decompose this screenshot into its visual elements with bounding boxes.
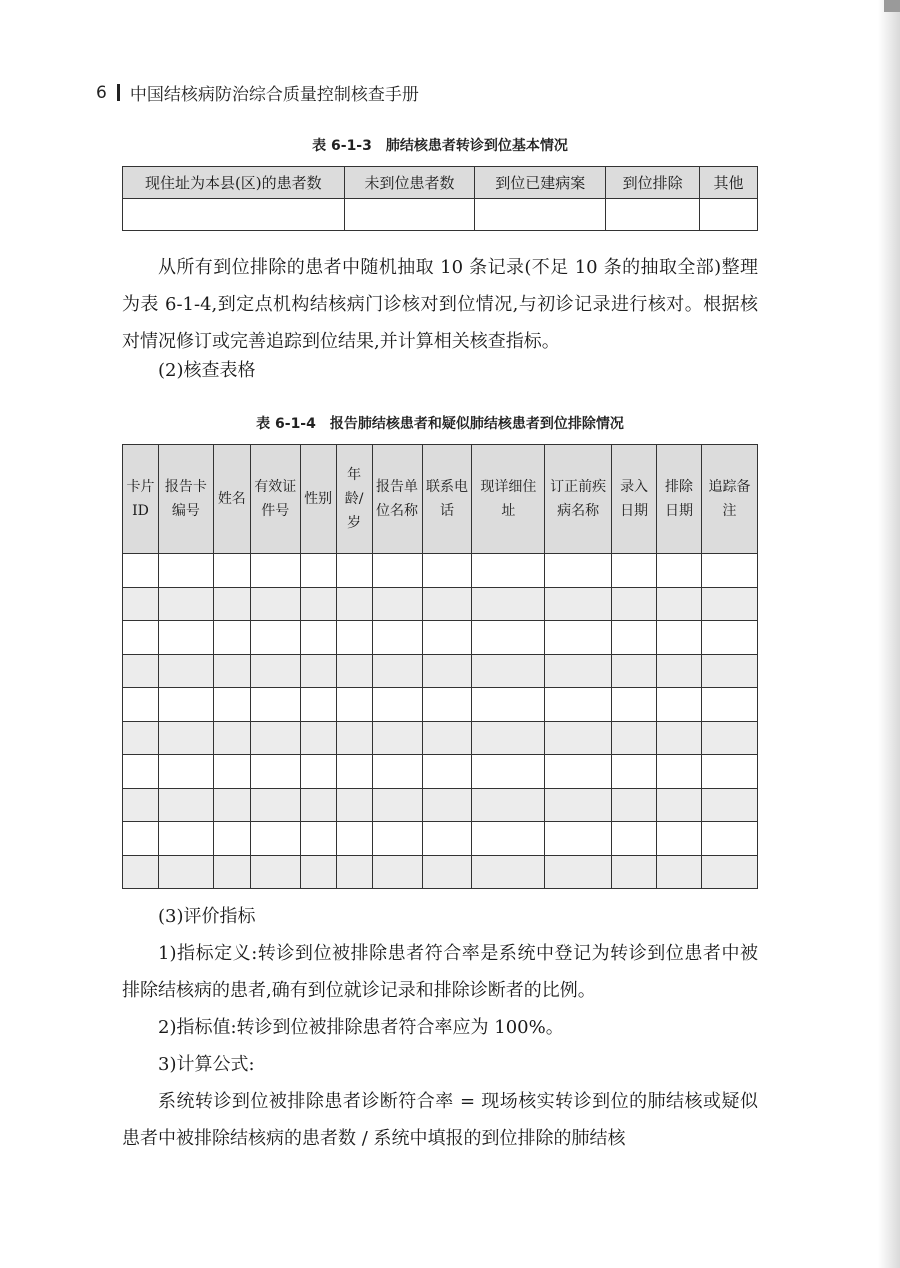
table2-cell [472,822,545,856]
calculation-formula-label: 3)计算公式: [158,1054,255,1075]
table2-cell [372,688,422,722]
table2-cell [372,721,422,755]
table2-cell [422,621,472,655]
table2-cell [612,587,657,621]
table2-cell [657,755,702,789]
table2-cell [300,554,336,588]
table2-cell [336,822,372,856]
table2-cell [250,721,300,755]
table2 [122,444,758,889]
table1-header-cell: 到位排除 [606,167,700,199]
table2-cell [701,688,757,722]
table2-header-cell: 追踪备注 [701,445,757,554]
table2-header-cell: 订正前疾病名称 [545,445,612,554]
table2-cell [336,721,372,755]
page-corner [884,0,900,12]
table2-cell [472,554,545,588]
table2-cell [213,721,250,755]
table2-cell [300,587,336,621]
table2-cell [250,654,300,688]
table1-row [123,199,758,231]
table2-cell [336,788,372,822]
table2-row [123,587,758,621]
table2-cell [213,755,250,789]
table2-cell [472,621,545,655]
table2-cell [472,587,545,621]
table2-header-cell: 姓名 [213,445,250,554]
table2-cell [472,654,545,688]
table2-cell [158,554,213,588]
table2-cell [545,721,612,755]
table2-cell [545,755,612,789]
section2-heading: (2)核查表格 [158,360,256,381]
table2-cell [372,855,422,889]
table2-cell [158,855,213,889]
table2-header-cell: 现详细住址 [472,445,545,554]
table2-cell [612,654,657,688]
table1-header-cell: 其他 [700,167,758,199]
table2-cell [422,587,472,621]
table2-cell [250,688,300,722]
table2-cell [123,755,159,789]
table2-cell [545,587,612,621]
table2-cell [612,554,657,588]
table2-cell [158,654,213,688]
table2-cell [422,822,472,856]
table2-row [123,755,758,789]
table2-cell [123,654,159,688]
table2-cell [657,688,702,722]
table2-cell [213,788,250,822]
table2-cell [158,621,213,655]
table2-cell [657,855,702,889]
table2-cell [213,688,250,722]
table1-cell [123,199,345,231]
table2-cell [250,621,300,655]
table2-cell [300,788,336,822]
table2-cell [372,654,422,688]
table2-cell [701,654,757,688]
table2-cell [123,587,159,621]
table2-cell [545,688,612,722]
header-separator [117,84,120,101]
table2-cell [300,822,336,856]
table2-cell [701,587,757,621]
table2-cell [300,654,336,688]
table2-cell [213,822,250,856]
table2-header-cell: 卡片ID [123,445,159,554]
table2-cell [612,688,657,722]
table2-cell [372,554,422,588]
table2-cell [545,822,612,856]
table2-cell [701,855,757,889]
running-header [96,80,419,105]
table2-cell [213,855,250,889]
page-number: 6 [96,82,107,103]
table1-header-cell: 现住址为本县(区)的患者数 [123,167,345,199]
table2-cell [158,688,213,722]
table2-cell [612,822,657,856]
table2-cell [422,654,472,688]
table2-cell [300,755,336,789]
table2-cell [657,822,702,856]
table2-cell [158,755,213,789]
table2-cell [701,621,757,655]
table2-cell [123,721,159,755]
table1-cell [344,199,475,231]
table2-caption [122,413,758,433]
table1-cell [475,199,606,231]
indicator-value: 2)指标值:转诊到位被排除患者符合率应为 100%。 [158,1017,564,1038]
section3-heading: (3)评价指标 [158,906,256,927]
table2-row [123,688,758,722]
table2-row [123,788,758,822]
table2-cell [250,554,300,588]
table2-cell [701,755,757,789]
table2-cell [472,755,545,789]
table2-cell [336,688,372,722]
table1-header-cell: 到位已建病案 [475,167,606,199]
table2-cell [422,554,472,588]
table2-cell [250,755,300,789]
table2-cell [300,688,336,722]
table2-cell [213,587,250,621]
table2-cell [422,855,472,889]
table2-cell [158,721,213,755]
table2-cell [336,587,372,621]
table2-cell [657,654,702,688]
table2-cell [472,788,545,822]
table2-cell [123,621,159,655]
table2-cell [123,822,159,856]
formula-text: 系统转诊到位被排除患者诊断符合率 = 现场核实转诊到位的肺结核或疑似患者中被排除结核病的患者数 / 系统中填报的到位排除的肺结核 [122,1091,758,1149]
table2-title: 报告肺结核患者和疑似肺结核患者到位排除情况 [329,416,624,432]
table2-cell [545,554,612,588]
table1-number: 表 6-1-3 [312,138,372,154]
indicator-definition: 1)指标定义:转诊到位被排除患者符合率是系统中登记为转诊到位患者中被排除结核病的患者,确有到位就诊记录和排除诊断者的比例。 [122,943,758,1001]
table2-cell [472,855,545,889]
table2-row [123,654,758,688]
table2-row [123,721,758,755]
table1-caption [122,135,758,155]
table2-cell [612,755,657,789]
table2-header-cell: 排除日期 [657,445,702,554]
table2-cell [472,688,545,722]
table2-row [123,621,758,655]
table1-cell [606,199,700,231]
table2-cell [250,788,300,822]
table2-cell [701,822,757,856]
table2-cell [336,755,372,789]
table2-cell [545,855,612,889]
table2-cell [336,855,372,889]
table1-header-cell: 未到位患者数 [344,167,475,199]
table2-cell [372,755,422,789]
table2-cell [213,654,250,688]
table2-header-cell: 录入日期 [612,445,657,554]
table2-cell [336,621,372,655]
table2-number: 表 6-1-4 [256,416,316,432]
table2-cell [657,721,702,755]
table2-cell [213,554,250,588]
table2-cell [657,554,702,588]
table2-cell [701,554,757,588]
table2-cell [422,788,472,822]
table2-cell [300,621,336,655]
table2-cell [701,721,757,755]
table2-cell [657,621,702,655]
table2-row [123,855,758,889]
table2-cell [422,688,472,722]
table2-cell [472,721,545,755]
table2-cell [123,788,159,822]
table1 [122,166,758,231]
table2-cell [545,788,612,822]
table2-header-cell: 报告卡编号 [158,445,213,554]
table2-cell [372,621,422,655]
table2-cell [372,587,422,621]
table1-cell [700,199,758,231]
table2-header-cell: 报告单位名称 [372,445,422,554]
table2-cell [612,621,657,655]
table2-cell [300,855,336,889]
table2-cell [422,721,472,755]
table2-cell [372,788,422,822]
table2-cell [300,721,336,755]
table1-header-row [123,167,758,199]
table2-row [123,554,758,588]
table2-cell [158,587,213,621]
table2-cell [545,621,612,655]
table2-cell [250,587,300,621]
paragraph-sampling: 从所有到位排除的患者中随机抽取 10 条记录(不足 10 条的抽取全部)整理为表 6-1-4,到定点机构结核病门诊核对到位情况,与初诊记录进行核对。根据核对情况修订或完善追踪到位结果,并计算相关核查指标。 [122,257,758,352]
table2-header-cell: 性别 [300,445,336,554]
table2-cell [123,688,159,722]
table2-cell [657,788,702,822]
table2-cell [158,822,213,856]
table2-header-cell: 年龄/岁 [336,445,372,554]
table2-cell [657,587,702,621]
table2-cell [422,755,472,789]
table2-cell [372,822,422,856]
table2-cell [612,855,657,889]
book-title: 中国结核病防治综合质量控制核查手册 [129,85,419,105]
table2-cell [545,654,612,688]
table2-row [123,822,758,856]
table2-cell [123,554,159,588]
table2-cell [336,554,372,588]
table2-cell [701,788,757,822]
page-edge-shadow [878,0,900,1268]
table2-cell [336,654,372,688]
table2-cell [612,788,657,822]
table2-cell [250,855,300,889]
table1-title: 肺结核患者转诊到位基本情况 [385,138,568,154]
table2-cell [158,788,213,822]
table2-header-cell: 有效证件号 [250,445,300,554]
table2-cell [612,721,657,755]
table2-cell [213,621,250,655]
table2-cell [250,822,300,856]
table2-cell [123,855,159,889]
table2-body [123,554,758,889]
table2-header-cell: 联系电话 [422,445,472,554]
table2-header-row [123,445,758,554]
